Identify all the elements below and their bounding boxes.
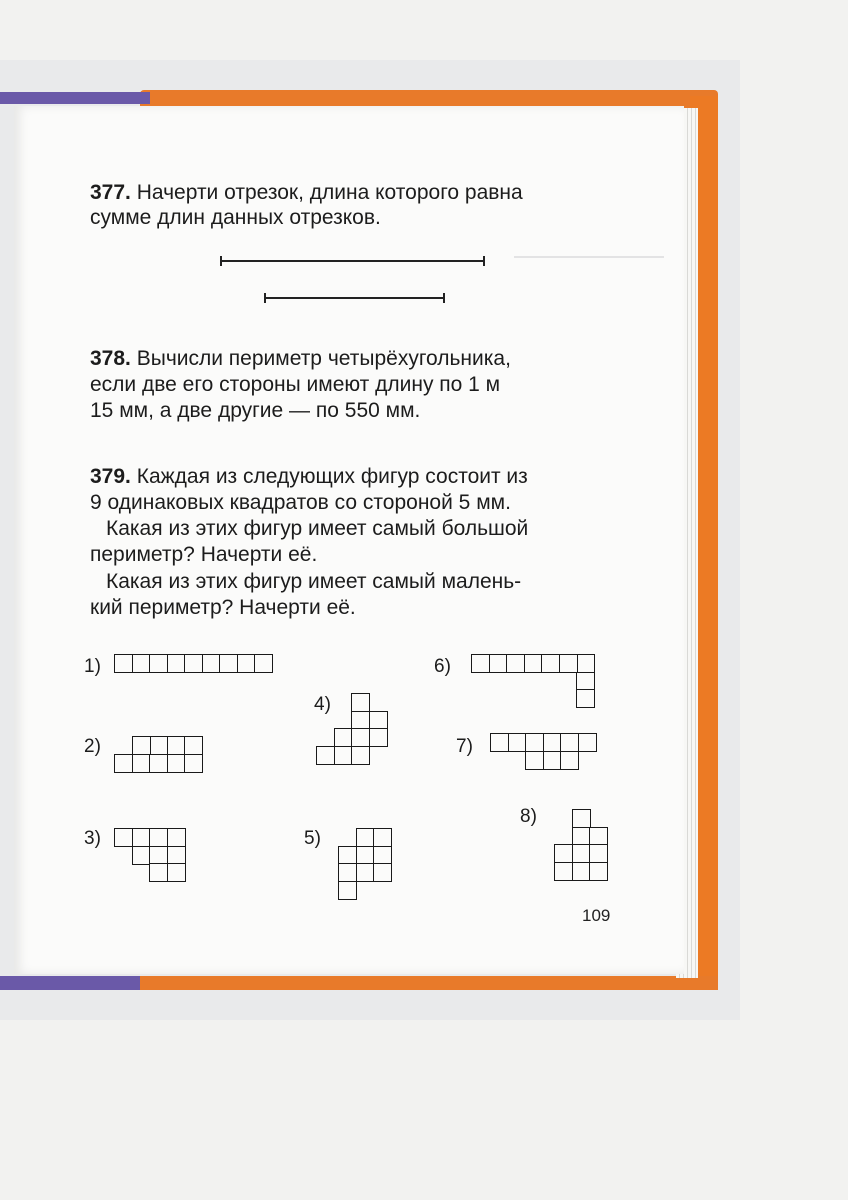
figure-2-square [149, 736, 168, 755]
figure-3-square [132, 828, 151, 847]
figure-6-square [559, 654, 578, 673]
figure-8-square [572, 844, 591, 863]
figure-5-label: 5) [304, 828, 321, 849]
problem-378-line3: 15 мм, а две другие — по 550 мм. [90, 399, 421, 422]
problem-377-number: 377. [90, 181, 131, 204]
figure-3-square [167, 846, 186, 865]
figure-6-square [576, 672, 595, 691]
figure-6-square [489, 654, 508, 673]
figure-8-square [572, 827, 591, 846]
figure-6-square [524, 654, 543, 673]
given-segment-1 [220, 260, 485, 262]
problem-379-line2: 9 одинаковых квадратов со стороной 5 мм. [90, 491, 511, 514]
figure-1-square [184, 654, 203, 673]
figure-4-square [369, 728, 388, 747]
problem-379-text1: Каждая из следующих фигур состоит из [136, 465, 528, 488]
figure-5-square [373, 846, 392, 865]
figure-1-square [132, 654, 151, 673]
figure-1-square [237, 654, 256, 673]
figure-7-square [560, 751, 579, 770]
figure-1-square [114, 654, 133, 673]
figure-7-square [560, 733, 579, 752]
figure-7-square [578, 733, 597, 752]
figure-3-label: 3) [84, 828, 101, 849]
figure-6-square [506, 654, 525, 673]
figure-3-square [114, 828, 133, 847]
figure-7-square [508, 733, 527, 752]
problem-378-line2: если две его стороны имеют длину по 1 м [90, 373, 501, 396]
figure-4-label: 4) [314, 694, 331, 715]
figure-4-square [316, 746, 335, 765]
page-number: 109 [582, 906, 611, 925]
figure-1-square [149, 654, 168, 673]
figure-1-square [254, 654, 273, 673]
figure-8-square [554, 844, 573, 863]
figure-7-label: 7) [456, 736, 473, 757]
figure-1-square [219, 654, 238, 673]
figure-8-square [554, 862, 573, 881]
figure-4-square [351, 693, 370, 712]
figure-2-square [167, 736, 186, 755]
figure-4-square [351, 728, 370, 747]
figure-4-square [351, 711, 370, 730]
figure-2-square [132, 736, 151, 755]
figure-5-square [373, 863, 392, 882]
figure-5-square [356, 846, 375, 865]
figure-8-square [572, 809, 591, 828]
figure-5-square [356, 828, 375, 847]
figure-3-square [149, 863, 168, 882]
figure-8-label: 8) [520, 806, 537, 827]
figure-2-square [132, 754, 151, 773]
figure-4-square [351, 746, 370, 765]
figure-7-square [525, 733, 544, 752]
figure-6-square [576, 689, 595, 708]
figure-8-square [589, 862, 608, 881]
figure-8-square [589, 827, 608, 846]
figure-7-square [543, 751, 562, 770]
figure-7-square [543, 733, 562, 752]
problem-377-line1 [90, 180, 523, 205]
figure-3-square [167, 828, 186, 847]
problem-378-number: 378. [90, 347, 131, 370]
problem-378-text1: Вычисли периметр четырёхугольника, [136, 347, 511, 370]
figure-3-square [149, 846, 168, 865]
problem-378-line1 [90, 346, 511, 371]
figure-4-square [334, 728, 353, 747]
given-segment-2 [264, 297, 445, 299]
problem-377-text1: Начерти отрезок, длина которого равна [136, 181, 523, 204]
figure-8-square [572, 862, 591, 881]
figure-4-square [334, 746, 353, 765]
figure-4-square [369, 711, 388, 730]
problem-379-number: 379. [90, 465, 131, 488]
figure-6-square [541, 654, 560, 673]
figure-3-square [167, 863, 186, 882]
figure-2-square [184, 754, 203, 773]
figure-1-square [202, 654, 221, 673]
textbook-page [14, 106, 684, 974]
problem-379-line3: Какая из этих фигур имеет самый большой [106, 517, 529, 540]
figure-2-square [184, 736, 203, 755]
figure-3-square [149, 828, 168, 847]
book-cover-bottom [0, 976, 718, 990]
book-cover-purple-strip [0, 92, 150, 104]
figure-8-square [589, 844, 608, 863]
problem-379-line1 [90, 464, 528, 489]
figure-6-square [471, 654, 490, 673]
figure-6-square [576, 654, 595, 673]
problem-379-line4: периметр? Начерти её. [90, 543, 318, 566]
figure-6-label: 6) [434, 656, 451, 677]
problem-379-line6: кий периметр? Начерти её. [90, 596, 356, 619]
figure-2-square [167, 754, 186, 773]
figure-3-square [132, 846, 151, 865]
figure-2-square [149, 754, 168, 773]
figure-2-square [114, 754, 133, 773]
figure-1-square [167, 654, 186, 673]
figure-5-square [373, 828, 392, 847]
figure-5-square [338, 881, 357, 900]
figure-5-square [338, 846, 357, 865]
figure-1-label: 1) [84, 656, 101, 677]
figure-7-square [490, 733, 509, 752]
figure-5-square [338, 863, 357, 882]
figure-5-square [356, 863, 375, 882]
problem-377-line2: сумме длин данных отрезков. [90, 206, 381, 229]
figure-7-square [525, 751, 544, 770]
show-through-line [514, 256, 664, 258]
problem-379-line5: Какая из этих фигур имеет самый малень- [106, 570, 522, 593]
figure-2-label: 2) [84, 736, 101, 757]
